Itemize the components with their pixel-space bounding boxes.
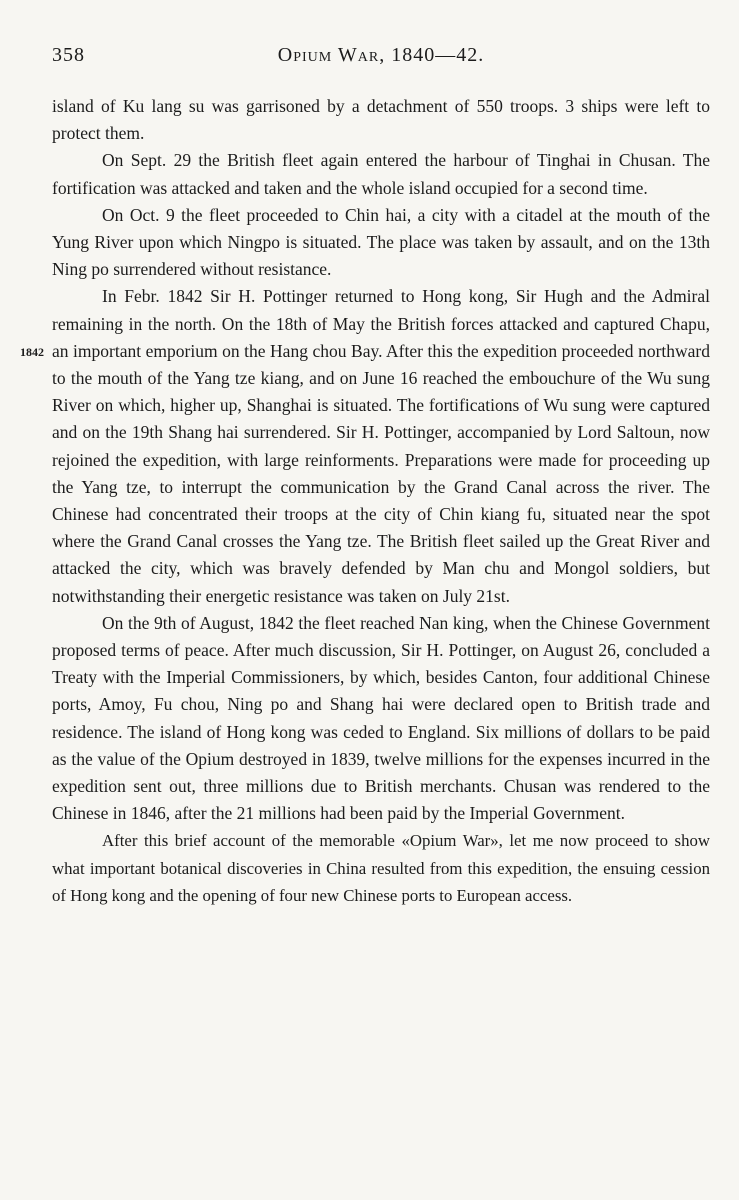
body-text	[52, 93, 710, 909]
paragraph-tinghai: On Sept. 29 the British fleet again entered the harbour of Tinghai in Chusan. The fortification was attacked and taken and the whole island occupied for a second time.	[52, 150, 710, 198]
paragraph-botanical: After this brief account of the memorable «Opium War», let me now proceed to show what important botanical discoveries in China resulted from this expedition, the ensuing cession of Hong kong and the opening of four new Chinese ports to European access.	[52, 831, 710, 905]
paragraph-continuation: island of Ku lang su was garrisoned by a detachment of 550 troops. 3 ships were left to protect them.	[52, 96, 710, 144]
running-title: Opium War, 1840—42.	[277, 44, 485, 66]
paragraph-1842-campaign: In Febr. 1842 Sir H. Pottinger returned to Hong kong, Sir Hugh and the Admiral remaining in the north. On the 18th of May the British forces attacked and captured Chapu, an important emporium on the Hang chou Bay. After this the expedition proceeded northward to the mouth of the Yang tze kiang, and on June 16 reached the embouchure of the Wu sung River on which, higher up, Shanghai is situated. The fortifications of Wu sung were captured and on the 19th Shang hai surrendered. Sir H. Pottinger, accompanied by Lord Saltoun, now rejoined the expedition, with large reinforments. Preparations were made for proceeding up the Yang tze, to interrupt the communication by the Grand Canal across the river. The Chinese had concentrated their troops at the city of Chin kiang fu, situated near the spot where the Grand Canal crosses the Yang tze. The British fleet sailed up the Great River and attacked the city, which was bravely defended by Man chu and Mongol soldiers, but notwithstanding their energetic resistance was taken on July 21st.	[52, 286, 710, 606]
page-number: 358	[52, 44, 85, 66]
paragraph-treaty: On the 9th of August, 1842 the fleet reached Nan king, when the Chinese Government proposed terms of peace. After much discussion, Sir H. Pottinger, on August 26, concluded a Treaty with the Imperial Commissioners, by which, besides Canton, four additional Chinese ports, Amoy, Fu chou, Ning po and Shang hai were declared open to British trade and residence. The island of Hong kong was ceded to England. Six millions of dollars to be paid as the value of the Opium destroyed in 1839, twelve millions for the expenses incurred in the expedition sent out, three millions due to British merchants. Chusan was rendered to the Chinese in 1846, after the 21 millions had been paid by the Imperial Government.	[52, 612, 710, 824]
paragraph-chin-hai: On Oct. 9 the fleet proceeded to Chin hai, a city with a citadel at the mouth of the Yung River upon which Ningpo is situated. The place was taken by assault, and on the 13th Ning po surrendered without resistance.	[52, 204, 710, 280]
margin-note-year: 1842	[20, 345, 44, 359]
running-head	[52, 44, 710, 74]
